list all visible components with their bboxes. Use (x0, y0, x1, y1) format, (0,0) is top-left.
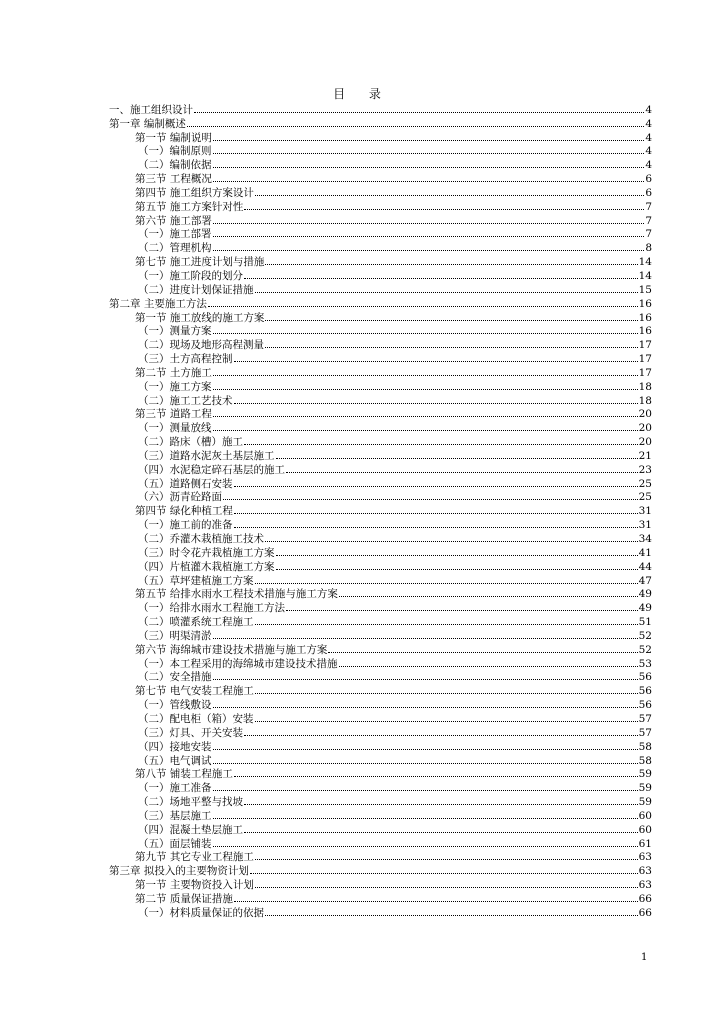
toc-entry-title: （一）管线敷设 (138, 699, 212, 712)
dot-leader (244, 735, 638, 736)
toc-entry-title: 第一节 施工放线的施工方案 (135, 311, 265, 324)
toc-heading: 目 录 (333, 87, 391, 101)
toc-entry-page: 52 (638, 629, 652, 642)
toc-entry-title: 第五节 施工方案针对性 (135, 200, 244, 213)
dot-leader (250, 873, 638, 874)
toc-entry-title: （五）电气调试 (138, 754, 212, 767)
dot-leader (213, 818, 638, 819)
toc-entry[interactable] (109, 739, 652, 753)
dot-leader (223, 499, 638, 500)
toc-entry-page: 25 (638, 477, 652, 490)
toc-entry-title: （三）明渠清淤 (138, 629, 212, 642)
toc-entry[interactable] (109, 310, 652, 324)
toc-entry-page: 53 (638, 657, 652, 670)
toc-entry-title: 第七节 施工进度计划与措施 (135, 256, 265, 269)
toc-entry-title: （二）配电柜（箱）安装 (138, 712, 254, 725)
dot-leader (213, 389, 638, 390)
dot-leader (234, 403, 638, 404)
toc-entry[interactable] (109, 351, 652, 365)
toc-entry[interactable] (109, 628, 652, 642)
toc-entry-title: （一）给排水雨水工程施工方法 (138, 602, 285, 615)
toc-entry-page: 58 (638, 754, 652, 767)
dot-leader (265, 320, 637, 321)
toc-entry-page: 6 (645, 173, 652, 186)
toc-entry-page: 4 (645, 103, 652, 116)
toc-entry[interactable] (109, 642, 652, 656)
toc-entry[interactable] (109, 711, 652, 725)
toc-entry-page: 51 (638, 616, 652, 629)
toc-entry[interactable] (109, 324, 652, 338)
dot-leader (234, 527, 638, 528)
toc-entry[interactable] (109, 725, 652, 739)
toc-entry-title: （六）沥青砼路面 (138, 491, 222, 504)
toc-entry-page: 57 (638, 712, 652, 725)
toc-entry-page: 20 (638, 436, 652, 449)
toc-entry[interactable] (109, 185, 652, 199)
dot-leader (276, 458, 638, 459)
dot-leader (213, 181, 644, 182)
dot-leader (328, 652, 637, 653)
dot-leader (255, 721, 638, 722)
toc-entry-page: 6 (645, 186, 652, 199)
toc-entry-title: （一）本工程采用的海绵城市建设技术措施 (138, 657, 338, 670)
toc-entry[interactable] (109, 171, 652, 185)
toc-entry-title: （一）施工阶段的划分 (138, 269, 243, 282)
toc-entry-page: 52 (638, 643, 652, 656)
toc-entry-title: （四）片植灌木栽植施工方案 (138, 560, 275, 573)
toc-entry[interactable] (109, 476, 652, 490)
toc-entry-title: （一）施工准备 (138, 782, 212, 795)
toc-entry[interactable] (109, 157, 652, 171)
dot-leader (244, 278, 638, 279)
dot-leader (234, 901, 638, 902)
dot-leader (213, 790, 638, 791)
toc-entry-title: 第二章 主要施工方法 (109, 297, 207, 310)
dot-leader (213, 763, 638, 764)
toc-entry-title: （二）进度计划保证措施 (138, 283, 254, 296)
toc-entry-page: 56 (638, 699, 652, 712)
dot-leader (255, 693, 638, 694)
dot-leader (213, 846, 638, 847)
toc-entry-page: 7 (645, 228, 652, 241)
toc-entry-title: 第八节 铺装工程施工 (135, 768, 233, 781)
toc-entry-title: 第五节 给排水雨水工程技术措施与施工方案 (135, 588, 338, 601)
toc-entry-page: 66 (638, 906, 652, 919)
dot-leader (265, 347, 638, 348)
toc-entry-page: 63 (638, 865, 652, 878)
toc-entry-page: 47 (638, 574, 652, 587)
toc-entry-page: 21 (638, 449, 652, 462)
toc-entry[interactable] (109, 102, 652, 116)
toc-entry-title: （五）面层铺装 (138, 837, 212, 850)
toc-entry[interactable] (109, 282, 652, 296)
toc-entry[interactable] (109, 254, 652, 268)
toc-entry-title: 第二节 土方施工 (135, 366, 212, 379)
toc-entry-page: 31 (638, 505, 652, 518)
toc-entry[interactable] (109, 808, 652, 822)
toc-entry[interactable] (109, 434, 652, 448)
toc-entry-title: （一）测量方案 (138, 325, 212, 338)
dot-leader (244, 209, 644, 210)
toc-entry-page: 4 (645, 131, 652, 144)
dot-leader (234, 776, 638, 777)
toc-entry[interactable] (109, 891, 652, 905)
toc-entry-title: （五）道路侧石安装 (138, 477, 233, 490)
toc-entry-title: 第六节 施工部署 (135, 214, 212, 227)
toc-entry-page: 56 (638, 671, 652, 684)
toc-entry[interactable] (109, 268, 652, 282)
toc-entry-page: 8 (645, 242, 652, 255)
dot-leader (213, 250, 645, 251)
toc-entry-title: （三）土方高程控制 (138, 353, 233, 366)
toc-entry-title: （一）施工方案 (138, 380, 212, 393)
dot-leader (339, 666, 638, 667)
toc-entry-page: 49 (638, 588, 652, 601)
toc-entry[interactable] (109, 780, 652, 794)
dot-leader (276, 569, 638, 570)
toc-entry[interactable] (109, 462, 652, 476)
toc-entry-title: 第九节 其它专业工程施工 (135, 851, 254, 864)
toc-entry[interactable] (109, 614, 652, 628)
toc-entry-title: （一）测量放线 (138, 422, 212, 435)
toc-entry-page: 4 (645, 159, 652, 172)
toc-entry-title: 一、施工组织设计 (109, 103, 193, 116)
toc-entry-title: （二）管理机构 (138, 242, 212, 255)
toc-entry[interactable] (109, 490, 652, 504)
toc-entry[interactable] (109, 850, 652, 864)
toc-entry-title: （二）安全措施 (138, 671, 212, 684)
dot-leader (213, 416, 638, 417)
toc-entry-title: 第三章 拟投入的主要物资计划 (109, 865, 249, 878)
dot-leader (213, 375, 638, 376)
dot-leader (286, 610, 638, 611)
toc-entry[interactable] (109, 337, 652, 351)
toc-entry-page: 58 (638, 740, 652, 753)
dot-leader (213, 140, 644, 141)
toc-entry[interactable] (109, 199, 652, 213)
dot-leader (244, 832, 638, 833)
dot-leader (255, 195, 644, 196)
toc-entry-page: 31 (638, 519, 652, 532)
toc-entry-page: 16 (638, 311, 652, 324)
dot-leader (234, 486, 638, 487)
dot-leader (265, 264, 637, 265)
toc-entry-title: 第二节 质量保证措施 (135, 892, 233, 905)
dot-leader (213, 223, 644, 224)
toc-entry-page: 60 (638, 809, 652, 822)
toc-entry-page: 16 (638, 297, 652, 310)
table-of-contents (109, 102, 652, 919)
toc-entry-page: 60 (638, 823, 652, 836)
toc-entry-page: 18 (638, 394, 652, 407)
toc-entry-page: 59 (638, 796, 652, 809)
toc-entry-page: 18 (638, 380, 652, 393)
toc-entry-page: 23 (638, 463, 652, 476)
toc-entry[interactable] (109, 365, 652, 379)
dot-leader (255, 624, 638, 625)
toc-entry[interactable] (109, 517, 652, 531)
toc-entry-page: 7 (645, 200, 652, 213)
toc-entry[interactable] (109, 503, 652, 517)
toc-entry-title: 第六节 海绵城市建设技术措施与施工方案 (135, 643, 328, 656)
toc-entry-title: （二）乔灌木栽植施工技术 (138, 533, 264, 545)
toc-entry[interactable] (109, 656, 652, 670)
toc-entry-title: 第七节 电气安装工程施工 (135, 685, 254, 698)
toc-entry-title: （三）道路水泥灰土基层施工 (138, 449, 275, 462)
toc-entry-title: （二）施工工艺技术 (138, 394, 233, 407)
dot-leader (213, 749, 638, 750)
toc-entry-page: 17 (638, 353, 652, 366)
toc-entry-title: （四）接地安装 (138, 740, 212, 753)
toc-entry-title: 第四节 绿化种植工程 (135, 505, 233, 518)
toc-entry-title: 第一节 主要物资投入计划 (135, 879, 254, 892)
toc-entry-title: （三）灯具、开关安装 (138, 726, 243, 739)
dot-leader (276, 555, 638, 556)
toc-entry-page: 63 (638, 851, 652, 864)
toc-entry-page: 4 (645, 117, 652, 130)
toc-entry-page: 7 (645, 214, 652, 227)
toc-entry-title: （二）场地平整与找坡 (138, 796, 243, 809)
dot-leader (213, 707, 638, 708)
toc-entry[interactable] (109, 753, 652, 767)
dot-leader (255, 583, 638, 584)
toc-entry-title: （二）路床（槽）施工 (138, 436, 243, 449)
toc-entry[interactable] (109, 836, 652, 850)
toc-entry[interactable] (109, 600, 652, 614)
toc-entry[interactable] (109, 213, 652, 227)
toc-entry-title: 第一章 编制概述 (109, 117, 186, 130)
dot-leader (255, 859, 638, 860)
toc-entry-page: 25 (638, 491, 652, 504)
dot-leader (194, 112, 644, 113)
toc-entry[interactable] (109, 379, 652, 393)
toc-entry[interactable] (109, 144, 652, 158)
toc-entry[interactable] (109, 130, 652, 144)
toc-entry-page: 20 (638, 422, 652, 435)
dot-leader (265, 915, 638, 916)
toc-entry-title: 第一节 编制说明 (135, 131, 212, 144)
toc-entry[interactable] (109, 767, 652, 781)
toc-entry-page: 17 (638, 339, 652, 352)
toc-entry-page: 15 (638, 283, 652, 296)
page-number: 1 (641, 952, 648, 963)
toc-entry[interactable] (109, 587, 652, 601)
toc-entry-page: 4 (645, 145, 652, 158)
toc-entry-title: （二）喷灌系统工程施工 (138, 616, 254, 629)
toc-entry[interactable] (109, 420, 652, 434)
toc-entry-title: （三）时令花卉栽植施工方案 (138, 546, 275, 559)
toc-entry-page: 34 (638, 533, 652, 545)
toc-entry-page: 57 (638, 726, 652, 739)
toc-entry[interactable] (109, 683, 652, 697)
dot-leader (244, 444, 638, 445)
toc-entry-page: 49 (638, 602, 652, 615)
toc-entry-page: 59 (638, 768, 652, 781)
toc-entry[interactable] (109, 116, 652, 130)
dot-leader (234, 513, 638, 514)
dot-leader (244, 804, 638, 805)
toc-entry-title: （二）编制依据 (138, 159, 212, 172)
toc-entry-title: 第三节 道路工程 (135, 408, 212, 421)
toc-entry-title: 第四节 施工组织方案设计 (135, 186, 254, 199)
toc-entry[interactable] (109, 407, 652, 421)
dot-leader (265, 541, 638, 542)
toc-entry[interactable] (109, 296, 652, 310)
toc-entry[interactable] (109, 545, 652, 559)
toc-entry[interactable] (109, 822, 652, 836)
toc-entry-page: 14 (638, 269, 652, 282)
toc-entry-page: 63 (638, 879, 652, 892)
toc-entry-page: 44 (638, 560, 652, 573)
dot-leader (234, 361, 638, 362)
toc-entry-title: （三）基层施工 (138, 809, 212, 822)
toc-entry-page: 16 (638, 325, 652, 338)
toc-entry-title: （五）草坪建植施工方案 (138, 574, 254, 587)
dot-leader (213, 153, 645, 154)
dot-leader (213, 430, 638, 431)
dot-leader (255, 292, 638, 293)
toc-entry-title: （一）编制原则 (138, 145, 212, 158)
toc-entry[interactable] (109, 393, 652, 407)
toc-entry-page: 59 (638, 782, 652, 795)
toc-entry[interactable] (109, 697, 652, 711)
dot-leader (286, 472, 638, 473)
toc-entry[interactable] (109, 531, 652, 545)
toc-entry[interactable] (109, 670, 652, 684)
toc-entry-page: 66 (638, 892, 652, 905)
toc-entry-page: 61 (638, 837, 652, 850)
dot-leader (213, 679, 638, 680)
toc-entry-title: （二）现场及地形高程测量 (138, 339, 264, 352)
toc-entry-title: （四）混凝土垫层施工 (138, 823, 243, 836)
toc-entry[interactable] (109, 240, 652, 254)
toc-entry[interactable] (109, 573, 652, 587)
toc-entry-title: （一）施工部署 (138, 228, 212, 241)
toc-entry-title: 第三节 工程概况 (135, 173, 212, 186)
toc-entry-page: 56 (638, 685, 652, 698)
dot-leader (213, 638, 638, 639)
toc-entry[interactable] (109, 559, 652, 573)
toc-entry-page: 20 (638, 408, 652, 421)
toc-entry[interactable] (109, 794, 652, 808)
toc-entry[interactable] (109, 863, 652, 877)
dot-leader (339, 596, 638, 597)
toc-entry-page: 14 (638, 256, 652, 269)
toc-entry-page: 17 (638, 366, 652, 379)
toc-entry[interactable] (109, 448, 652, 462)
dot-leader (187, 126, 644, 127)
dot-leader (213, 333, 638, 334)
dot-leader (255, 887, 638, 888)
toc-entry-page: 41 (638, 546, 652, 559)
toc-entry[interactable] (109, 877, 652, 891)
dot-leader (213, 236, 645, 237)
toc-entry-title: （一）施工前的准备 (138, 519, 233, 532)
toc-entry-title: （四）水泥稳定碎石基层的施工 (138, 463, 285, 476)
toc-entry[interactable] (109, 905, 652, 919)
dot-leader (213, 167, 645, 168)
dot-leader (208, 306, 638, 307)
toc-entry[interactable] (109, 227, 652, 241)
toc-entry-title: （一）材料质量保证的依据 (138, 906, 264, 919)
